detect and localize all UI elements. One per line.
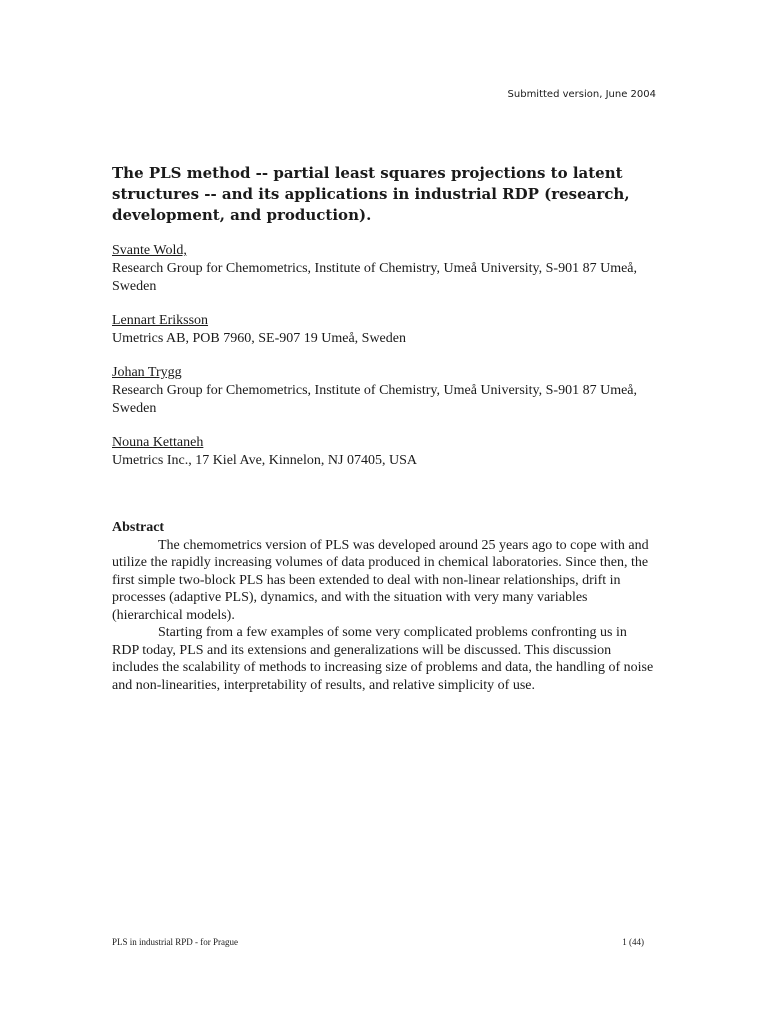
author-affiliation: Research Group for Chemometrics, Institute of Chemistry, Umeå University, S-901 87 Umeå, Sweden: [112, 261, 638, 294]
author-block: [112, 364, 662, 418]
paper-title: The PLS method -- partial least squares projections to latent structures -- and its applications in industrial RDP (research, development, and production).: [112, 164, 630, 224]
author-affiliation: Research Group for Chemometrics, Institute of Chemistry, Umeå University, S-901 87 Umeå, Sweden: [112, 383, 638, 416]
author-affiliation: Umetrics AB, POB 7960, SE-907 19 Umeå, Sweden: [112, 331, 406, 346]
abstract-section: [112, 519, 657, 694]
author-block: [112, 242, 662, 296]
abstract-paragraph: Starting from a few examples of some very complicated problems confronting us in RDP today, PLS and its extensions and generalizations will be discussed. This discussion includes the scalability of methods to increasing size of problems and data, the handling of noise and non-linearities, interpretability of results, and relative simplicity of use.: [112, 625, 654, 693]
author-name: Svante Wold,: [112, 243, 187, 258]
abstract-heading: Abstract: [112, 520, 165, 535]
author-block: [112, 312, 662, 348]
author-block: [112, 434, 662, 470]
author-list: [112, 242, 662, 486]
author-name: Lennart Eriksson: [112, 313, 209, 328]
footer-running-title: PLS in industrial RPD - for Prague: [112, 937, 238, 947]
footer-page-number: 1 (44): [622, 937, 644, 947]
abstract-paragraph: The chemometrics version of PLS was developed around 25 years ago to cope with and utilize the rapidly increasing volumes of data produced in chemical laboratories. Since then, the first simple two-block PLS has been extended to deal with non-linear relationships, drift in processes (adaptive PLS), dynamics, and with the situation with very many variables (hierarchical models).: [112, 537, 649, 623]
author-affiliation: Umetrics Inc., 17 Kiel Ave, Kinnelon, NJ 07405, USA: [112, 453, 417, 468]
submitted-note: Submitted version, June 2004: [507, 89, 656, 100]
author-name: Nouna Kettaneh: [112, 435, 204, 450]
author-name: Johan Trygg: [112, 365, 182, 380]
